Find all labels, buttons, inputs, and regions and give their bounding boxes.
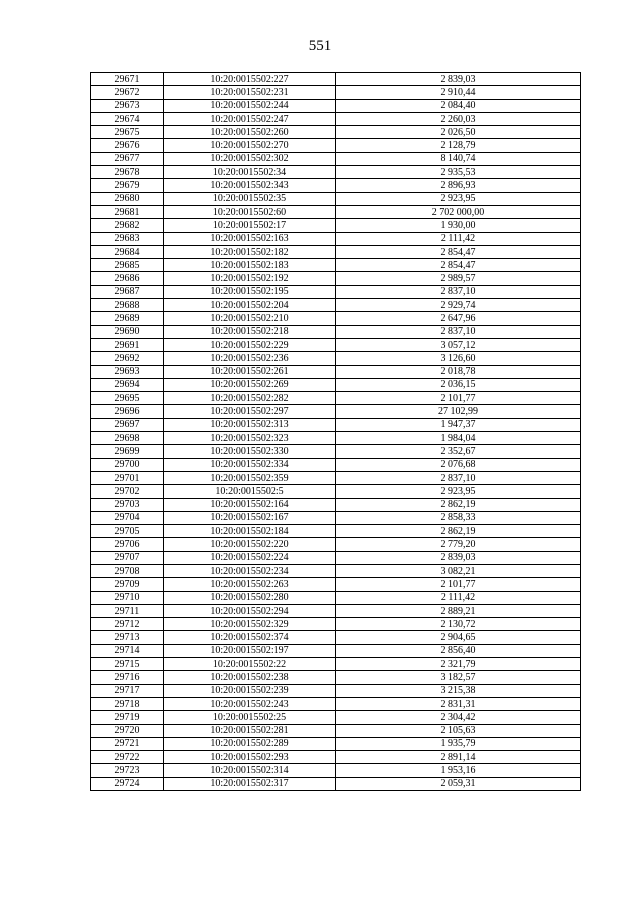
- table-row: [91, 405, 581, 418]
- row-number-cell: 29692: [91, 352, 164, 365]
- cadastral-number-cell: 10:20:0015502:297: [164, 405, 336, 418]
- cadastral-number-cell: 10:20:0015502:330: [164, 445, 336, 458]
- table-row: [91, 471, 581, 484]
- table-row: [91, 73, 581, 86]
- cadastral-number-cell: 10:20:0015502:317: [164, 777, 336, 790]
- table-row: [91, 498, 581, 511]
- row-number-cell: 29716: [91, 671, 164, 684]
- table-row: [91, 564, 581, 577]
- cadastral-number-cell: 10:20:0015502:167: [164, 511, 336, 524]
- row-number-cell: 29702: [91, 485, 164, 498]
- cadastral-number-cell: 10:20:0015502:334: [164, 458, 336, 471]
- cadastral-number-cell: 10:20:0015502:25: [164, 711, 336, 724]
- row-number-cell: 29698: [91, 432, 164, 445]
- table-row: [91, 99, 581, 112]
- table-row: [91, 259, 581, 272]
- row-number-cell: 29684: [91, 245, 164, 258]
- table-row: [91, 737, 581, 750]
- cadastral-number-cell: 10:20:0015502:35: [164, 192, 336, 205]
- value-cell: 2 989,57: [336, 272, 581, 285]
- table-row: [91, 485, 581, 498]
- row-number-cell: 29685: [91, 259, 164, 272]
- cadastral-number-cell: 10:20:0015502:182: [164, 245, 336, 258]
- value-cell: 2 935,53: [336, 166, 581, 179]
- value-cell: 1 947,37: [336, 418, 581, 431]
- row-number-cell: 29715: [91, 658, 164, 671]
- value-cell: 2 304,42: [336, 711, 581, 724]
- cadastral-number-cell: 10:20:0015502:343: [164, 179, 336, 192]
- cadastral-number-cell: 10:20:0015502:374: [164, 631, 336, 644]
- value-cell: 2 889,21: [336, 604, 581, 617]
- row-number-cell: 29697: [91, 418, 164, 431]
- table-row: [91, 192, 581, 205]
- table-row: [91, 126, 581, 139]
- value-cell: 3 126,60: [336, 352, 581, 365]
- cadastral-number-cell: 10:20:0015502:281: [164, 724, 336, 737]
- row-number-cell: 29680: [91, 192, 164, 205]
- table-row: [91, 86, 581, 99]
- row-number-cell: 29677: [91, 152, 164, 165]
- cadastral-number-cell: 10:20:0015502:302: [164, 152, 336, 165]
- cadastral-number-cell: 10:20:0015502:204: [164, 299, 336, 312]
- row-number-cell: 29694: [91, 378, 164, 391]
- value-cell: 3 082,21: [336, 564, 581, 577]
- value-cell: 2 128,79: [336, 139, 581, 152]
- table-row: [91, 285, 581, 298]
- cadastral-number-cell: 10:20:0015502:289: [164, 737, 336, 750]
- value-cell: 2 904,65: [336, 631, 581, 644]
- cadastral-number-cell: 10:20:0015502:269: [164, 378, 336, 391]
- value-cell: 2 854,47: [336, 259, 581, 272]
- value-cell: 2 352,67: [336, 445, 581, 458]
- cadastral-number-cell: 10:20:0015502:282: [164, 392, 336, 405]
- row-number-cell: 29691: [91, 338, 164, 351]
- cadastral-number-cell: 10:20:0015502:163: [164, 232, 336, 245]
- table-row: [91, 152, 581, 165]
- table-row: [91, 538, 581, 551]
- cadastral-number-cell: 10:20:0015502:227: [164, 73, 336, 86]
- table-row: [91, 378, 581, 391]
- row-number-cell: 29690: [91, 325, 164, 338]
- value-cell: 2 018,78: [336, 365, 581, 378]
- value-cell: 2 130,72: [336, 618, 581, 631]
- table-row: [91, 671, 581, 684]
- table-row: [91, 658, 581, 671]
- table-row: [91, 711, 581, 724]
- value-cell: 2 910,44: [336, 86, 581, 99]
- value-cell: 2 831,31: [336, 697, 581, 710]
- value-cell: 2 111,42: [336, 232, 581, 245]
- row-number-cell: 29714: [91, 644, 164, 657]
- data-table: [90, 72, 581, 791]
- row-number-cell: 29689: [91, 312, 164, 325]
- cadastral-number-cell: 10:20:0015502:247: [164, 112, 336, 125]
- value-cell: 3 057,12: [336, 338, 581, 351]
- value-cell: 2 837,10: [336, 285, 581, 298]
- value-cell: 2 837,10: [336, 471, 581, 484]
- value-cell: 2 923,95: [336, 485, 581, 498]
- value-cell: 2 862,19: [336, 498, 581, 511]
- value-cell: 2 779,20: [336, 538, 581, 551]
- cadastral-number-cell: 10:20:0015502:329: [164, 618, 336, 631]
- cadastral-number-cell: 10:20:0015502:224: [164, 551, 336, 564]
- table-row: [91, 418, 581, 431]
- cadastral-number-cell: 10:20:0015502:218: [164, 325, 336, 338]
- cadastral-number-cell: 10:20:0015502:231: [164, 86, 336, 99]
- row-number-cell: 29724: [91, 777, 164, 790]
- cadastral-number-cell: 10:20:0015502:22: [164, 658, 336, 671]
- table-row: [91, 232, 581, 245]
- value-cell: 2 839,03: [336, 551, 581, 564]
- cadastral-number-cell: 10:20:0015502:220: [164, 538, 336, 551]
- row-number-cell: 29717: [91, 684, 164, 697]
- table-row: [91, 511, 581, 524]
- row-number-cell: 29723: [91, 764, 164, 777]
- value-cell: 27 102,99: [336, 405, 581, 418]
- value-cell: 2 101,77: [336, 392, 581, 405]
- cadastral-number-cell: 10:20:0015502:60: [164, 205, 336, 218]
- row-number-cell: 29705: [91, 525, 164, 538]
- cadastral-number-cell: 10:20:0015502:183: [164, 259, 336, 272]
- cadastral-number-cell: 10:20:0015502:313: [164, 418, 336, 431]
- table-row: [91, 724, 581, 737]
- value-cell: 2 929,74: [336, 299, 581, 312]
- value-cell: 2 026,50: [336, 126, 581, 139]
- cadastral-number-cell: 10:20:0015502:238: [164, 671, 336, 684]
- cadastral-number-cell: 10:20:0015502:263: [164, 578, 336, 591]
- value-cell: 2 923,95: [336, 192, 581, 205]
- table-row: [91, 432, 581, 445]
- table-row: [91, 618, 581, 631]
- row-number-cell: 29675: [91, 126, 164, 139]
- value-cell: 2 854,47: [336, 245, 581, 258]
- cadastral-number-cell: 10:20:0015502:210: [164, 312, 336, 325]
- value-cell: 2 896,93: [336, 179, 581, 192]
- row-number-cell: 29687: [91, 285, 164, 298]
- value-cell: 2 858,33: [336, 511, 581, 524]
- row-number-cell: 29699: [91, 445, 164, 458]
- table-row: [91, 112, 581, 125]
- row-number-cell: 29701: [91, 471, 164, 484]
- cadastral-number-cell: 10:20:0015502:239: [164, 684, 336, 697]
- table-row: [91, 312, 581, 325]
- row-number-cell: 29676: [91, 139, 164, 152]
- row-number-cell: 29719: [91, 711, 164, 724]
- value-cell: 2 111,42: [336, 591, 581, 604]
- table-row: [91, 392, 581, 405]
- row-number-cell: 29722: [91, 751, 164, 764]
- row-number-cell: 29710: [91, 591, 164, 604]
- table-row: [91, 245, 581, 258]
- value-cell: 3 182,57: [336, 671, 581, 684]
- table-row: [91, 352, 581, 365]
- cadastral-number-cell: 10:20:0015502:192: [164, 272, 336, 285]
- table-row: [91, 458, 581, 471]
- table-row: [91, 644, 581, 657]
- row-number-cell: 29686: [91, 272, 164, 285]
- table-row: [91, 777, 581, 790]
- table-row: [91, 631, 581, 644]
- value-cell: 1 984,04: [336, 432, 581, 445]
- table-row: [91, 139, 581, 152]
- cadastral-number-cell: 10:20:0015502:270: [164, 139, 336, 152]
- row-number-cell: 29678: [91, 166, 164, 179]
- row-number-cell: 29674: [91, 112, 164, 125]
- cadastral-number-cell: 10:20:0015502:197: [164, 644, 336, 657]
- row-number-cell: 29679: [91, 179, 164, 192]
- cadastral-number-cell: 10:20:0015502:236: [164, 352, 336, 365]
- cadastral-number-cell: 10:20:0015502:323: [164, 432, 336, 445]
- table-row: [91, 365, 581, 378]
- cadastral-number-cell: 10:20:0015502:280: [164, 591, 336, 604]
- value-cell: 2 837,10: [336, 325, 581, 338]
- row-number-cell: 29673: [91, 99, 164, 112]
- table-row: [91, 764, 581, 777]
- table-row: [91, 697, 581, 710]
- row-number-cell: 29681: [91, 205, 164, 218]
- value-cell: 2 891,14: [336, 751, 581, 764]
- table-row: [91, 325, 581, 338]
- row-number-cell: 29683: [91, 232, 164, 245]
- cadastral-number-cell: 10:20:0015502:34: [164, 166, 336, 179]
- row-number-cell: 29713: [91, 631, 164, 644]
- row-number-cell: 29718: [91, 697, 164, 710]
- row-number-cell: 29695: [91, 392, 164, 405]
- value-cell: 1 953,16: [336, 764, 581, 777]
- cadastral-number-cell: 10:20:0015502:359: [164, 471, 336, 484]
- cadastral-number-cell: 10:20:0015502:260: [164, 126, 336, 139]
- table-row: [91, 205, 581, 218]
- row-number-cell: 29703: [91, 498, 164, 511]
- value-cell: 8 140,74: [336, 152, 581, 165]
- row-number-cell: 29700: [91, 458, 164, 471]
- row-number-cell: 29693: [91, 365, 164, 378]
- table-row: [91, 338, 581, 351]
- table-row: [91, 551, 581, 564]
- cadastral-number-cell: 10:20:0015502:17: [164, 219, 336, 232]
- cadastral-number-cell: 10:20:0015502:243: [164, 697, 336, 710]
- value-cell: 2 839,03: [336, 73, 581, 86]
- cadastral-number-cell: 10:20:0015502:261: [164, 365, 336, 378]
- row-number-cell: 29709: [91, 578, 164, 591]
- table-row: [91, 219, 581, 232]
- table-row: [91, 445, 581, 458]
- value-cell: 2 702 000,00: [336, 205, 581, 218]
- value-cell: 2 321,79: [336, 658, 581, 671]
- cadastral-number-cell: 10:20:0015502:184: [164, 525, 336, 538]
- row-number-cell: 29706: [91, 538, 164, 551]
- row-number-cell: 29682: [91, 219, 164, 232]
- table-row: [91, 591, 581, 604]
- value-cell: 2 862,19: [336, 525, 581, 538]
- row-number-cell: 29707: [91, 551, 164, 564]
- cadastral-number-cell: 10:20:0015502:195: [164, 285, 336, 298]
- cadastral-number-cell: 10:20:0015502:294: [164, 604, 336, 617]
- page-number: 551: [308, 38, 332, 54]
- value-cell: 1 935,79: [336, 737, 581, 750]
- cadastral-number-cell: 10:20:0015502:5: [164, 485, 336, 498]
- table-row: [91, 578, 581, 591]
- value-cell: 2 647,96: [336, 312, 581, 325]
- value-cell: 2 260,03: [336, 112, 581, 125]
- table-row: [91, 179, 581, 192]
- table-row: [91, 272, 581, 285]
- cadastral-number-cell: 10:20:0015502:244: [164, 99, 336, 112]
- value-cell: 2 084,40: [336, 99, 581, 112]
- cadastral-number-cell: 10:20:0015502:164: [164, 498, 336, 511]
- row-number-cell: 29688: [91, 299, 164, 312]
- row-number-cell: 29704: [91, 511, 164, 524]
- table-body: [91, 73, 581, 791]
- value-cell: 2 105,63: [336, 724, 581, 737]
- value-cell: 2 856,40: [336, 644, 581, 657]
- value-cell: 2 101,77: [336, 578, 581, 591]
- row-number-cell: 29720: [91, 724, 164, 737]
- value-cell: 3 215,38: [336, 684, 581, 697]
- row-number-cell: 29712: [91, 618, 164, 631]
- row-number-cell: 29671: [91, 73, 164, 86]
- table-row: [91, 684, 581, 697]
- row-number-cell: 29711: [91, 604, 164, 617]
- cadastral-number-cell: 10:20:0015502:229: [164, 338, 336, 351]
- row-number-cell: 29708: [91, 564, 164, 577]
- value-cell: 2 036,15: [336, 378, 581, 391]
- cadastral-number-cell: 10:20:0015502:234: [164, 564, 336, 577]
- table-row: [91, 299, 581, 312]
- value-cell: 1 930,00: [336, 219, 581, 232]
- table-row: [91, 604, 581, 617]
- row-number-cell: 29696: [91, 405, 164, 418]
- value-cell: 2 076,68: [336, 458, 581, 471]
- table-row: [91, 525, 581, 538]
- cadastral-number-cell: 10:20:0015502:293: [164, 751, 336, 764]
- cadastral-number-cell: 10:20:0015502:314: [164, 764, 336, 777]
- row-number-cell: 29672: [91, 86, 164, 99]
- value-cell: 2 059,31: [336, 777, 581, 790]
- table-row: [91, 751, 581, 764]
- row-number-cell: 29721: [91, 737, 164, 750]
- table-row: [91, 166, 581, 179]
